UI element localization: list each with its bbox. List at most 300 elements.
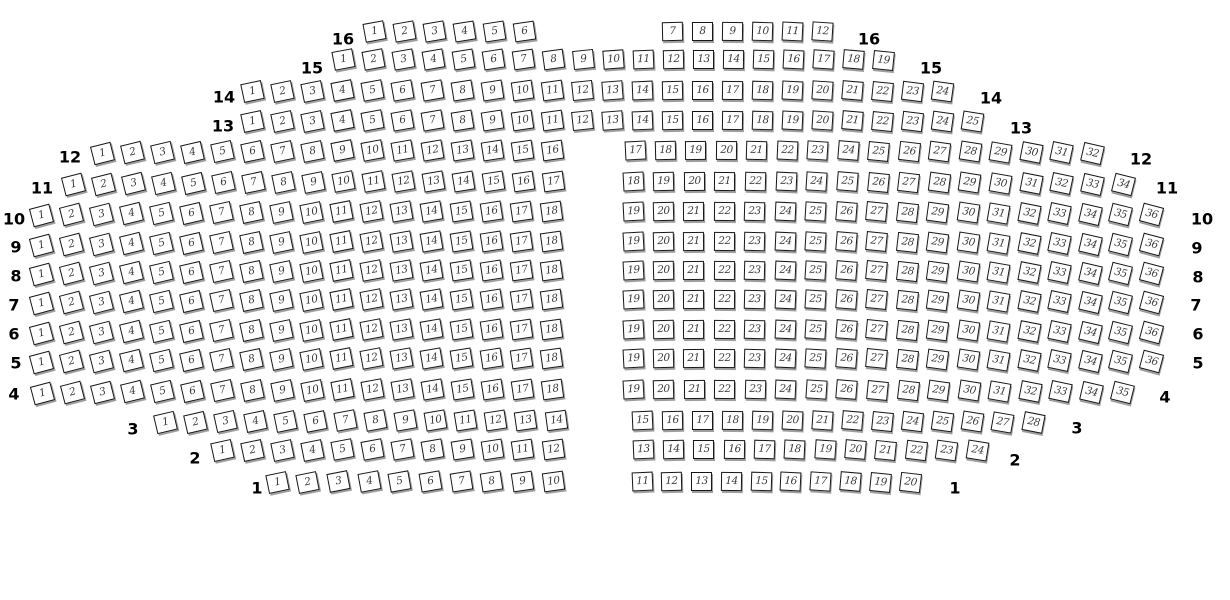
seat[interactable] <box>149 202 174 225</box>
seat[interactable] <box>622 231 644 251</box>
seat[interactable] <box>935 440 958 462</box>
seat[interactable] <box>421 170 445 192</box>
seat[interactable] <box>121 172 146 195</box>
seat[interactable] <box>270 110 294 133</box>
seat[interactable] <box>119 320 144 343</box>
seat[interactable] <box>835 231 857 252</box>
seat[interactable] <box>329 201 353 224</box>
seat[interactable] <box>239 319 264 342</box>
seat[interactable] <box>1078 232 1103 255</box>
seat[interactable] <box>961 411 985 433</box>
seat[interactable] <box>745 172 767 192</box>
seat[interactable] <box>807 140 829 160</box>
seat[interactable] <box>209 260 234 283</box>
seat[interactable] <box>871 111 894 132</box>
seat[interactable] <box>241 171 266 194</box>
seat[interactable] <box>839 471 862 492</box>
seat[interactable] <box>422 20 446 42</box>
seat[interactable] <box>901 411 924 432</box>
seat[interactable] <box>88 261 113 285</box>
seat[interactable] <box>363 409 387 431</box>
seat[interactable] <box>480 470 504 492</box>
seat[interactable] <box>751 111 773 131</box>
seat[interactable] <box>419 230 443 252</box>
seat[interactable] <box>299 231 323 254</box>
seat[interactable] <box>806 171 828 191</box>
seat[interactable] <box>539 288 562 310</box>
seat[interactable] <box>300 80 324 103</box>
seat[interactable] <box>716 141 737 160</box>
seat[interactable] <box>721 22 742 41</box>
seat[interactable] <box>930 81 953 103</box>
seat[interactable] <box>359 347 383 370</box>
seat[interactable] <box>653 201 674 221</box>
seat[interactable] <box>149 349 174 372</box>
seat[interactable] <box>1049 141 1073 164</box>
seat[interactable] <box>482 20 506 42</box>
seat[interactable] <box>928 172 951 194</box>
seat[interactable] <box>1017 290 1041 313</box>
seat[interactable] <box>775 379 797 399</box>
seat[interactable] <box>88 349 113 373</box>
seat[interactable] <box>683 261 704 280</box>
seat[interactable] <box>510 139 534 161</box>
seat[interactable] <box>299 319 323 342</box>
seat[interactable] <box>119 202 144 225</box>
seat[interactable] <box>361 48 385 70</box>
seat[interactable] <box>897 172 920 193</box>
seat[interactable] <box>390 378 414 400</box>
seat[interactable] <box>1080 142 1105 165</box>
seat[interactable] <box>900 111 923 132</box>
seat[interactable] <box>450 139 474 161</box>
seat[interactable] <box>511 48 535 70</box>
seat[interactable] <box>622 348 644 368</box>
seat[interactable] <box>631 410 653 430</box>
seat[interactable] <box>330 439 354 462</box>
seat[interactable] <box>539 318 562 340</box>
seat[interactable] <box>481 438 505 460</box>
seat[interactable] <box>1047 320 1071 343</box>
seat[interactable] <box>956 261 980 283</box>
seat[interactable] <box>744 202 766 222</box>
seat[interactable] <box>896 320 919 341</box>
seat[interactable] <box>905 440 928 461</box>
seat[interactable] <box>926 261 949 283</box>
seat[interactable] <box>265 471 289 494</box>
seat[interactable] <box>836 171 858 192</box>
seat[interactable] <box>896 349 919 370</box>
seat[interactable] <box>752 50 774 70</box>
seat[interactable] <box>631 80 653 100</box>
seat[interactable] <box>956 349 980 371</box>
seat[interactable] <box>841 110 864 131</box>
seat[interactable] <box>209 289 234 312</box>
seat[interactable] <box>987 320 1011 342</box>
seat[interactable] <box>781 21 803 41</box>
seat[interactable] <box>330 110 354 133</box>
seat[interactable] <box>989 172 1013 194</box>
seat[interactable] <box>653 319 674 339</box>
seat[interactable] <box>300 110 324 133</box>
seat[interactable] <box>842 49 865 70</box>
seat[interactable] <box>723 440 744 459</box>
seat[interactable] <box>1138 233 1163 257</box>
seat[interactable] <box>420 378 444 400</box>
seat[interactable] <box>781 410 803 430</box>
seat[interactable] <box>653 289 674 309</box>
seat[interactable] <box>572 48 595 69</box>
seat[interactable] <box>28 262 53 286</box>
seat[interactable] <box>661 110 682 129</box>
seat[interactable] <box>926 349 949 371</box>
seat[interactable] <box>683 290 704 309</box>
seat[interactable] <box>837 140 859 161</box>
seat[interactable] <box>691 81 712 100</box>
seat[interactable] <box>653 231 674 251</box>
seat[interactable] <box>622 319 644 339</box>
seat[interactable] <box>744 290 766 310</box>
seat[interactable] <box>805 379 827 399</box>
seat[interactable] <box>844 439 867 460</box>
seat[interactable] <box>299 289 323 312</box>
seat[interactable] <box>571 109 594 130</box>
seat[interactable] <box>449 230 473 252</box>
seat[interactable] <box>481 48 505 70</box>
seat[interactable] <box>1080 173 1105 196</box>
seat[interactable] <box>928 141 951 163</box>
seat[interactable] <box>119 232 144 255</box>
seat[interactable] <box>88 320 113 344</box>
seat[interactable] <box>424 409 448 431</box>
seat[interactable] <box>357 470 381 493</box>
seat[interactable] <box>1017 349 1041 372</box>
seat[interactable] <box>479 230 503 252</box>
seat[interactable] <box>867 140 890 161</box>
seat[interactable] <box>622 289 644 309</box>
seat[interactable] <box>744 261 766 281</box>
seat[interactable] <box>624 140 646 160</box>
seat[interactable] <box>514 409 538 431</box>
seat[interactable] <box>692 50 713 69</box>
seat[interactable] <box>1078 320 1103 343</box>
seat[interactable] <box>871 81 894 102</box>
seat[interactable] <box>835 289 857 310</box>
seat[interactable] <box>869 472 892 493</box>
seat[interactable] <box>509 200 533 222</box>
seat[interactable] <box>601 80 623 101</box>
seat[interactable] <box>774 201 796 221</box>
seat[interactable] <box>326 471 350 494</box>
seat[interactable] <box>1017 202 1041 225</box>
seat[interactable] <box>661 21 682 40</box>
seat[interactable] <box>693 440 714 459</box>
seat[interactable] <box>181 172 206 195</box>
seat[interactable] <box>841 410 864 431</box>
seat[interactable] <box>926 232 949 254</box>
seat[interactable] <box>389 259 413 281</box>
seat[interactable] <box>722 50 743 69</box>
seat[interactable] <box>510 109 534 131</box>
seat[interactable] <box>269 289 293 312</box>
seat[interactable] <box>300 379 324 402</box>
seat[interactable] <box>988 380 1012 402</box>
seat[interactable] <box>512 20 536 42</box>
seat[interactable] <box>239 289 264 312</box>
seat[interactable] <box>744 320 766 340</box>
seat[interactable] <box>389 318 413 340</box>
seat[interactable] <box>29 381 54 405</box>
seat[interactable] <box>243 410 267 433</box>
seat[interactable] <box>692 411 713 430</box>
seat[interactable] <box>303 410 327 433</box>
seat[interactable] <box>479 288 503 310</box>
seat[interactable] <box>58 321 83 345</box>
seat[interactable] <box>987 202 1011 224</box>
seat[interactable] <box>511 438 535 460</box>
seat[interactable] <box>359 200 383 223</box>
seat[interactable] <box>60 173 85 197</box>
seat[interactable] <box>330 379 354 402</box>
seat[interactable] <box>835 319 857 340</box>
seat[interactable] <box>270 439 294 462</box>
seat[interactable] <box>896 202 919 223</box>
seat[interactable] <box>300 439 324 462</box>
seat[interactable] <box>419 259 443 281</box>
seat[interactable] <box>210 379 235 402</box>
seat[interactable] <box>361 170 385 192</box>
seat[interactable] <box>814 439 836 459</box>
seat[interactable] <box>541 470 564 492</box>
seat[interactable] <box>209 231 234 254</box>
seat[interactable] <box>805 289 827 309</box>
seat[interactable] <box>956 202 980 224</box>
seat[interactable] <box>1108 350 1133 374</box>
seat[interactable] <box>663 439 684 458</box>
seat[interactable] <box>269 201 293 224</box>
seat[interactable] <box>451 48 475 70</box>
seat[interactable] <box>149 232 174 255</box>
seat[interactable] <box>602 49 624 69</box>
seat[interactable] <box>329 260 353 283</box>
seat[interactable] <box>811 80 833 100</box>
seat[interactable] <box>391 438 415 460</box>
seat[interactable] <box>150 141 175 164</box>
seat[interactable] <box>90 141 115 165</box>
seat[interactable] <box>662 49 683 68</box>
seat[interactable] <box>330 140 354 163</box>
seat[interactable] <box>805 319 827 339</box>
seat[interactable] <box>454 409 478 431</box>
seat[interactable] <box>751 81 773 101</box>
seat[interactable] <box>931 411 954 433</box>
seat[interactable] <box>1017 232 1041 255</box>
seat[interactable] <box>987 349 1011 371</box>
seat[interactable] <box>714 380 735 399</box>
seat[interactable] <box>450 109 474 131</box>
seat[interactable] <box>866 380 889 401</box>
seat[interactable] <box>359 230 383 253</box>
seat[interactable] <box>930 111 953 133</box>
seat[interactable] <box>865 348 888 369</box>
seat[interactable] <box>239 231 264 254</box>
seat[interactable] <box>865 231 888 252</box>
seat[interactable] <box>451 170 475 192</box>
seat[interactable] <box>511 470 535 492</box>
seat[interactable] <box>91 172 116 196</box>
seat[interactable] <box>956 320 980 342</box>
seat[interactable] <box>631 471 653 491</box>
seat[interactable] <box>88 290 113 314</box>
seat[interactable] <box>271 171 295 194</box>
seat[interactable] <box>419 200 443 222</box>
seat[interactable] <box>88 232 113 256</box>
seat[interactable] <box>926 320 949 342</box>
seat[interactable] <box>450 378 474 400</box>
seat[interactable] <box>330 80 354 103</box>
seat[interactable] <box>1047 349 1071 372</box>
seat[interactable] <box>479 259 503 281</box>
seat[interactable] <box>389 288 413 310</box>
seat[interactable] <box>721 81 742 100</box>
seat[interactable] <box>683 202 704 221</box>
seat[interactable] <box>179 232 204 255</box>
seat[interactable] <box>360 378 384 400</box>
seat[interactable] <box>179 349 204 372</box>
seat[interactable] <box>774 319 796 339</box>
seat[interactable] <box>835 348 857 369</box>
seat[interactable] <box>419 318 443 340</box>
seat[interactable] <box>270 80 294 103</box>
seat[interactable] <box>90 380 115 404</box>
seat[interactable] <box>481 170 505 192</box>
seat[interactable] <box>300 140 324 163</box>
seat[interactable] <box>744 349 766 369</box>
seat[interactable] <box>1108 321 1133 345</box>
seat[interactable] <box>744 232 766 252</box>
seat[interactable] <box>714 261 735 280</box>
seat[interactable] <box>299 348 323 371</box>
seat[interactable] <box>685 141 706 160</box>
seat[interactable] <box>721 111 742 130</box>
seat[interactable] <box>1050 172 1074 195</box>
seat[interactable] <box>360 438 384 460</box>
seat[interactable] <box>958 141 982 163</box>
seat[interactable] <box>811 410 833 430</box>
seat[interactable] <box>691 111 712 130</box>
seat[interactable] <box>269 319 293 342</box>
seat[interactable] <box>362 20 386 42</box>
seat[interactable] <box>421 438 445 460</box>
seat[interactable] <box>1049 380 1073 403</box>
seat[interactable] <box>805 231 827 251</box>
seat[interactable] <box>119 261 144 284</box>
seat[interactable] <box>149 261 174 284</box>
seat[interactable] <box>1138 350 1163 374</box>
seat[interactable] <box>484 409 508 431</box>
seat[interactable] <box>810 471 832 491</box>
seat[interactable] <box>867 171 890 192</box>
seat[interactable] <box>775 171 797 191</box>
seat[interactable] <box>149 320 174 343</box>
seat[interactable] <box>209 201 234 224</box>
seat[interactable] <box>389 200 413 222</box>
seat[interactable] <box>449 200 473 222</box>
seat[interactable] <box>394 409 418 431</box>
seat[interactable] <box>898 472 921 493</box>
seat[interactable] <box>511 170 535 192</box>
seat[interactable] <box>622 379 644 399</box>
seat[interactable] <box>1017 320 1041 343</box>
seat[interactable] <box>420 79 444 101</box>
seat[interactable] <box>1108 291 1133 315</box>
seat[interactable] <box>782 49 804 69</box>
seat[interactable] <box>239 348 264 371</box>
seat[interactable] <box>805 201 827 221</box>
seat[interactable] <box>655 140 676 160</box>
seat[interactable] <box>28 350 53 374</box>
seat[interactable] <box>865 289 888 310</box>
seat[interactable] <box>1047 261 1071 284</box>
seat[interactable] <box>509 318 533 340</box>
seat[interactable] <box>510 79 534 101</box>
seat[interactable] <box>119 290 144 313</box>
seat[interactable] <box>683 232 704 251</box>
seat[interactable] <box>781 110 803 130</box>
seat[interactable] <box>539 200 562 222</box>
seat[interactable] <box>213 410 238 433</box>
seat[interactable] <box>390 79 414 101</box>
seat[interactable] <box>811 21 833 41</box>
seat[interactable] <box>622 171 644 191</box>
seat[interactable] <box>210 140 235 163</box>
seat[interactable] <box>926 290 949 312</box>
seat[interactable] <box>601 110 623 131</box>
seat[interactable] <box>540 109 563 131</box>
seat[interactable] <box>1047 232 1071 255</box>
seat[interactable] <box>956 290 980 312</box>
seat[interactable] <box>28 291 53 315</box>
seat[interactable] <box>240 439 265 462</box>
seat[interactable] <box>1110 381 1135 405</box>
seat[interactable] <box>449 259 473 281</box>
seat[interactable] <box>653 171 674 191</box>
seat[interactable] <box>391 48 415 70</box>
seat[interactable] <box>661 471 682 490</box>
seat[interactable] <box>210 439 235 462</box>
seat[interactable] <box>1108 262 1133 286</box>
seat[interactable] <box>392 20 416 42</box>
seat[interactable] <box>540 378 563 400</box>
seat[interactable] <box>1078 202 1103 225</box>
seat[interactable] <box>540 79 563 101</box>
seat[interactable] <box>722 411 743 430</box>
seat[interactable] <box>927 380 950 402</box>
seat[interactable] <box>571 79 594 100</box>
seat[interactable] <box>836 379 858 400</box>
seat[interactable] <box>835 201 857 222</box>
seat[interactable] <box>1138 203 1163 227</box>
seat[interactable] <box>653 348 674 368</box>
seat[interactable] <box>449 347 473 369</box>
seat[interactable] <box>811 110 833 130</box>
seat[interactable] <box>331 49 355 72</box>
seat[interactable] <box>1021 411 1045 434</box>
seat[interactable] <box>1078 349 1103 372</box>
seat[interactable] <box>240 80 265 103</box>
seat[interactable] <box>150 380 175 403</box>
seat[interactable] <box>1047 202 1071 225</box>
